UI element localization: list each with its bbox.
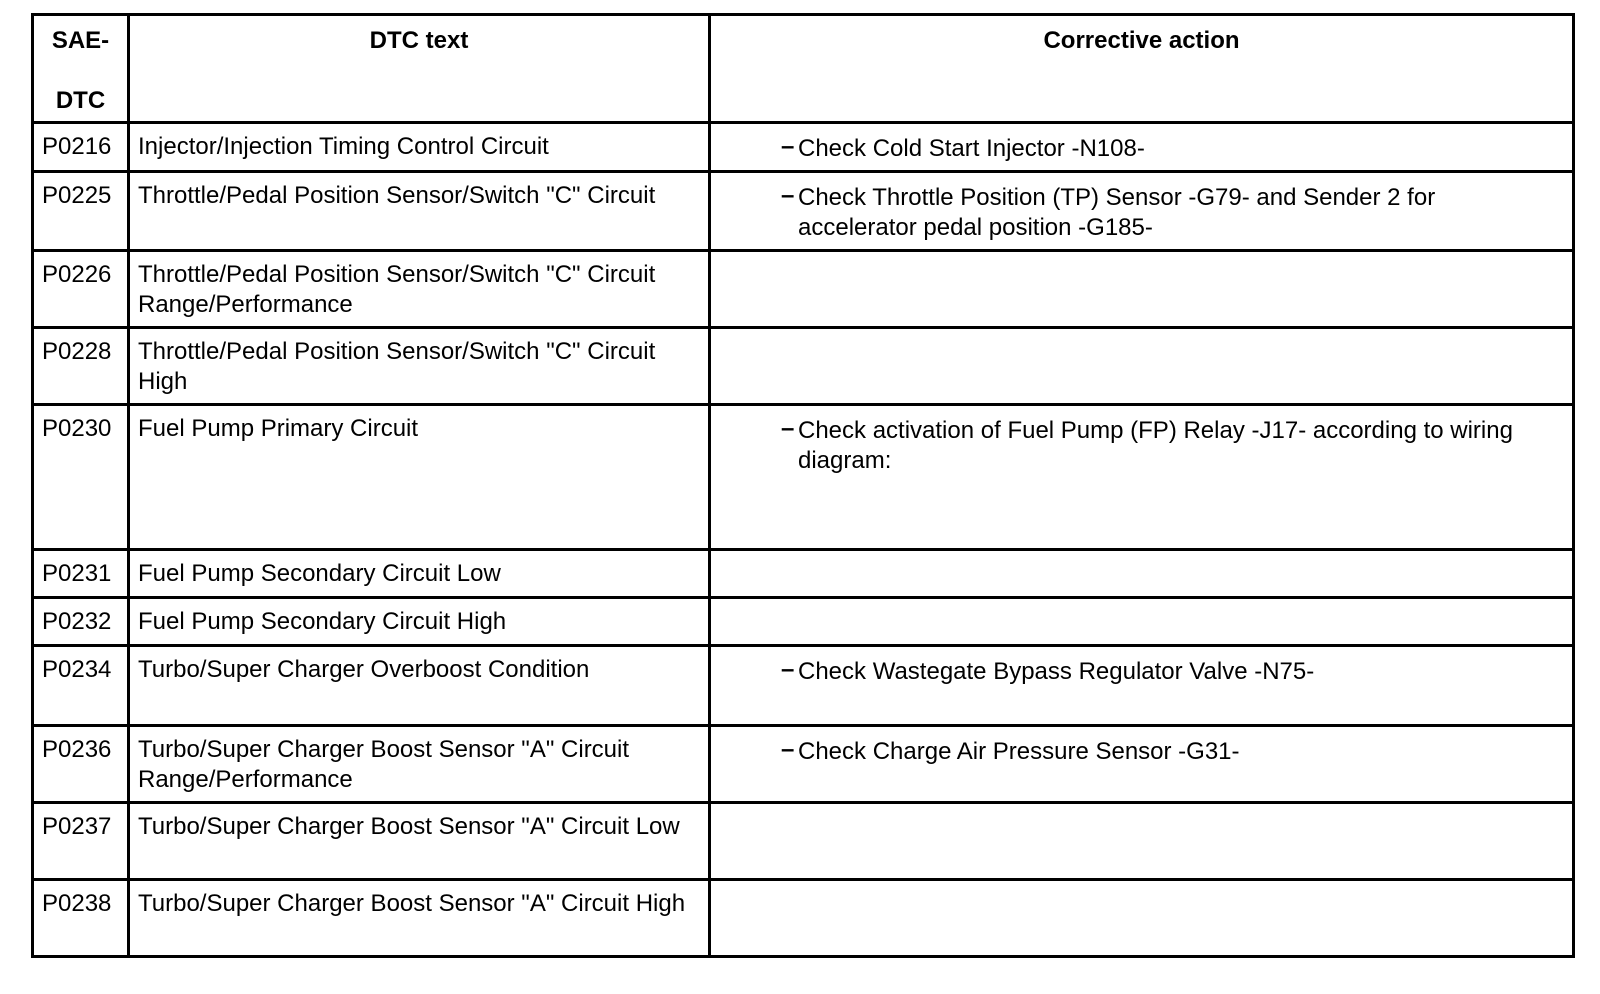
table-row xyxy=(33,803,1574,880)
dtc-text-cell: Turbo/Super Charger Boost Sensor "A" Circuit Low xyxy=(129,803,710,880)
table-row xyxy=(33,880,1574,957)
dtc-text-cell: Turbo/Super Charger Overboost Condition xyxy=(129,646,710,726)
header-dtc-text: DTC text xyxy=(129,15,710,123)
dtc-code-cell: P0236 xyxy=(33,726,129,803)
table-row xyxy=(33,550,1574,598)
dtc-code-cell: P0231 xyxy=(33,550,129,598)
dtc-text-cell: Fuel Pump Primary Circuit xyxy=(129,405,710,550)
corrective-action-cell: – Check Throttle Position (TP) Sensor -G79- and Sender 2 for accelerator pedal position -G185- xyxy=(710,172,1574,251)
table-row xyxy=(33,646,1574,726)
corrective-action-cell xyxy=(710,598,1574,646)
corrective-action-cell: – Check Charge Air Pressure Sensor -G31- xyxy=(710,726,1574,803)
dtc-code-cell: P0234 xyxy=(33,646,129,726)
table-row xyxy=(33,328,1574,405)
corrective-action-cell xyxy=(710,328,1574,405)
dtc-code-cell: P0230 xyxy=(33,405,129,550)
dtc-text-cell: Throttle/Pedal Position Sensor/Switch "C" Circuit High xyxy=(129,328,710,405)
dtc-table xyxy=(31,13,1575,958)
table-row xyxy=(33,172,1574,251)
bullet-dash: – xyxy=(781,415,795,442)
corrective-action-cell: – Check activation of Fuel Pump (FP) Relay -J17- according to wiring diagram: xyxy=(710,405,1574,550)
dtc-code-cell: P0232 xyxy=(33,598,129,646)
dtc-code-cell: P0238 xyxy=(33,880,129,957)
header-sae-dtc: SAE- DTC xyxy=(33,15,129,123)
table-row xyxy=(33,251,1574,328)
bullet-dash: – xyxy=(781,182,795,209)
corrective-action-cell: – Check Wastegate Bypass Regulator Valve -N75- xyxy=(710,646,1574,726)
dtc-code-cell: P0226 xyxy=(33,251,129,328)
dtc-text-cell: Fuel Pump Secondary Circuit High xyxy=(129,598,710,646)
dtc-text-cell: Fuel Pump Secondary Circuit Low xyxy=(129,550,710,598)
dtc-text-cell: Turbo/Super Charger Boost Sensor "A" Circuit High xyxy=(129,880,710,957)
dtc-code-cell: P0237 xyxy=(33,803,129,880)
bullet-dash: – xyxy=(781,736,795,763)
dtc-text-cell: Injector/Injection Timing Control Circuit xyxy=(129,123,710,172)
table-row xyxy=(33,598,1574,646)
dtc-code-cell: P0228 xyxy=(33,328,129,405)
bullet-dash: – xyxy=(781,656,795,683)
bullet-dash: – xyxy=(781,133,795,160)
dtc-code-cell: P0216 xyxy=(33,123,129,172)
table-row xyxy=(33,726,1574,803)
corrective-action-cell xyxy=(710,251,1574,328)
header-corrective-action: Corrective action xyxy=(710,15,1574,123)
corrective-action-cell xyxy=(710,550,1574,598)
corrective-action-cell xyxy=(710,803,1574,880)
dtc-text-cell: Throttle/Pedal Position Sensor/Switch "C" Circuit xyxy=(129,172,710,251)
table-header-row xyxy=(33,15,1574,123)
dtc-code-cell: P0225 xyxy=(33,172,129,251)
corrective-action-cell xyxy=(710,880,1574,957)
table-row xyxy=(33,405,1574,550)
table-row xyxy=(33,123,1574,172)
corrective-action-cell: – Check Cold Start Injector -N108- xyxy=(710,123,1574,172)
dtc-text-cell: Throttle/Pedal Position Sensor/Switch "C" Circuit Range/Performance xyxy=(129,251,710,328)
dtc-text-cell: Turbo/Super Charger Boost Sensor "A" Circuit Range/Performance xyxy=(129,726,710,803)
